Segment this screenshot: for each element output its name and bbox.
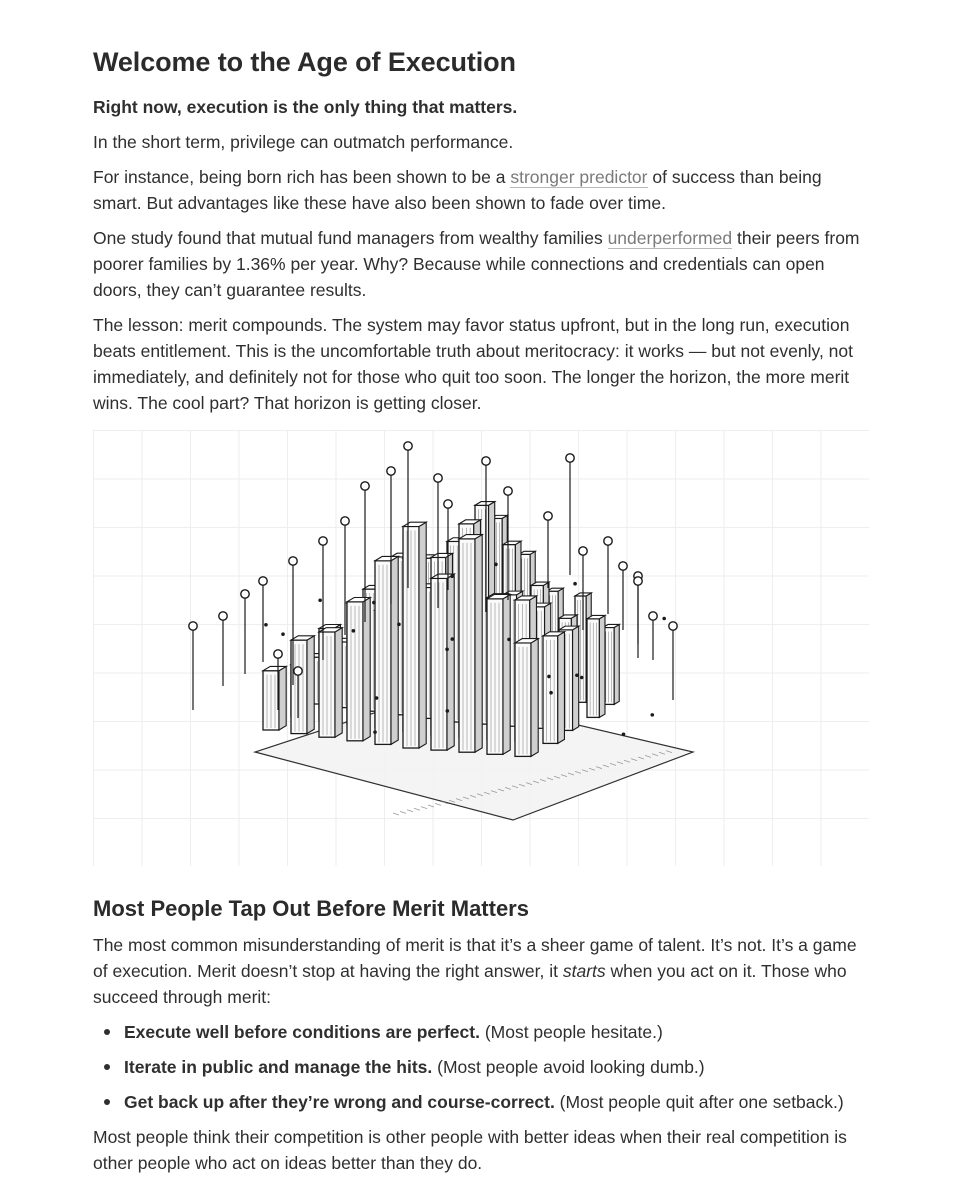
bar-side [614, 624, 619, 704]
bar-side [307, 636, 314, 734]
pin-head [604, 537, 612, 545]
list-item-text: (Most people avoid looking dumb.) [432, 1057, 705, 1077]
pin-head [649, 612, 657, 620]
pin-head [319, 537, 327, 545]
shading-mark [393, 813, 399, 815]
scatter-dot [575, 673, 579, 677]
scatter-dot [549, 691, 553, 695]
scatter-dot [281, 632, 285, 636]
pin-head [579, 547, 587, 555]
pin-head [544, 512, 552, 520]
pin-head [241, 590, 249, 598]
shading-mark [414, 808, 420, 810]
pin-head [341, 517, 349, 525]
merit-list [93, 1019, 869, 1115]
list-item-text: (Most people hesitate.) [479, 1022, 663, 1042]
list-item-bold: Get back up after they’re wrong and course-correct. [124, 1092, 555, 1112]
scatter-dot [573, 582, 577, 586]
bar-side [558, 632, 565, 744]
pin-head [361, 482, 369, 490]
bar-side [599, 615, 605, 717]
shading-mark [435, 803, 441, 805]
scatter-dot [580, 676, 584, 680]
list-item [93, 1054, 869, 1080]
scatter-dot [650, 713, 654, 717]
scatter-dot [547, 675, 551, 679]
list-item-text: (Most people quit after one setback.) [554, 1092, 844, 1112]
paragraph-3-text-start: One study found that mutual fund managers from wealthy families [93, 228, 608, 248]
bar-side [279, 666, 286, 730]
paragraph-2-text-end: of success than being smart. But advantages like these have also been shown to fade over time. [93, 167, 822, 213]
list-item [93, 1089, 869, 1115]
pin-head [259, 577, 267, 585]
scatter-dot [373, 730, 377, 734]
article [93, 0, 869, 1176]
bar-chart-sketch-icon [93, 430, 869, 866]
scatter-dot [450, 574, 454, 578]
bar-side [391, 556, 398, 744]
paragraph-3 [93, 225, 869, 303]
scatter-dot [622, 733, 626, 737]
section-heading: Most People Tap Out Before Merit Matters [93, 896, 529, 921]
bar-side [503, 594, 510, 754]
pin-head [434, 474, 442, 482]
paragraph-2 [93, 164, 869, 216]
scatter-dot [451, 637, 455, 641]
scatter-dot [445, 647, 449, 651]
list-item-bold: Iterate in public and manage the hits. [124, 1057, 433, 1077]
shading-mark [400, 811, 406, 813]
bar-side [475, 535, 482, 753]
pin-head [289, 557, 297, 565]
closing-paragraph: Most people think their competition is other people with better ideas when their real competition is other people who act on ideas better than they do. [93, 1127, 847, 1173]
paragraph-1: In the short term, privilege can outmatch performance. [93, 132, 514, 152]
starts-emphasis: starts [562, 961, 606, 981]
scatter-dot [507, 638, 511, 642]
section-intro [93, 932, 869, 1010]
scatter-dot [397, 623, 401, 627]
article-title: Welcome to the Age of Execution [93, 47, 516, 77]
scatter-dot [372, 601, 376, 605]
bullet-dot [104, 1064, 110, 1070]
scatter-dot [662, 617, 666, 621]
scatter-dot [375, 696, 379, 700]
shading-mark [428, 805, 434, 807]
list-item [93, 1019, 869, 1045]
bar-side [531, 639, 538, 757]
scatter-dot [264, 623, 268, 627]
bar-side [447, 574, 454, 750]
stronger-predictor-link[interactable]: stronger predictor [510, 167, 648, 187]
section-intro-text-start: The most common misunderstanding of merit is that it’s a sheer game of talent. It’s not. It’s a game of execution. Merit doesn’t stop at having the right answer, it [93, 935, 857, 981]
paragraph-2-text-start: For instance, being born rich has been shown to be a [93, 167, 511, 187]
pin-head [504, 487, 512, 495]
pin-head [634, 577, 642, 585]
scatter-dot [352, 629, 356, 633]
paragraph-4: The lesson: merit compounds. The system may favor status upfront, but in the long run, execution beats entitlement. This is the uncomfortable truth about meritocracy: it works — but not evenly, not immediately, and definitely not for those who quit too soon. The longer the horizon, the more merit wins. The cool part? That horizon is getting closer. [93, 315, 853, 413]
pin-head [189, 622, 197, 630]
underperformed-link[interactable]: underperformed [607, 228, 733, 248]
scatter-dot [446, 709, 450, 713]
pin-head [274, 650, 282, 658]
bullet-dot [104, 1029, 110, 1035]
bar-side [363, 598, 370, 741]
section-intro-text-end: when you act on it. Those who succeed through merit: [93, 961, 847, 1007]
bar-side [573, 626, 579, 730]
scatter-dot [318, 598, 322, 602]
lead-paragraph: Right now, execution is the only thing that matters. [93, 97, 518, 117]
bar-chart-illustration [93, 430, 869, 866]
pin-head [619, 562, 627, 570]
bar-side [419, 522, 426, 748]
pin-head [404, 442, 412, 450]
list-item-bold: Execute well before conditions are perfect. [124, 1022, 480, 1042]
pin-head [482, 457, 490, 465]
shading-mark [407, 810, 413, 812]
pin-head [294, 667, 302, 675]
bullet-dot [104, 1099, 110, 1105]
paragraph-3-text-end: their peers from poorer families by 1.36% per year. Why? Because while connections and credentials can open doors, they can’t guarantee results. [93, 228, 860, 300]
pin-head [387, 467, 395, 475]
pin-head [566, 454, 574, 462]
shading-mark [421, 807, 427, 809]
pin-head [219, 612, 227, 620]
bar-side [335, 628, 342, 738]
pin-head [444, 500, 452, 508]
pin-head [669, 622, 677, 630]
scatter-dot [494, 563, 498, 567]
